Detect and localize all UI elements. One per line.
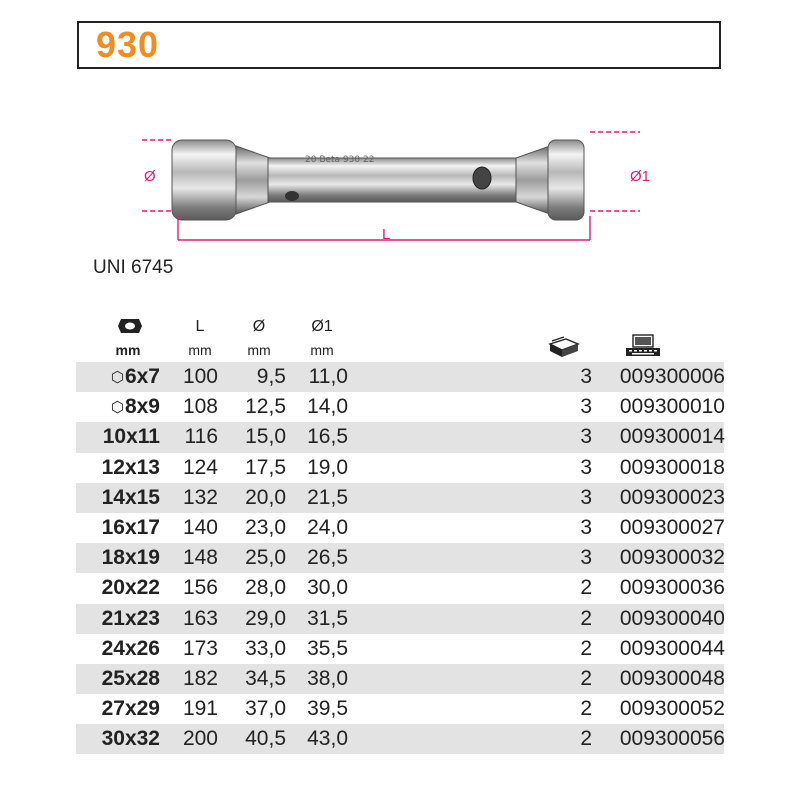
pack-qty-cell — [556, 724, 592, 754]
length-cell-text: 156 — [182, 576, 218, 600]
item-code-cell — [595, 604, 725, 634]
length-cell-text: 124 — [182, 455, 218, 479]
length-cell — [178, 573, 218, 603]
diameter1-cell — [298, 604, 348, 634]
size-cell — [76, 362, 160, 393]
diameter-cell-text: 37,0 — [245, 697, 286, 721]
table-row — [76, 724, 724, 754]
diameter-cell-text: 34,5 — [245, 666, 286, 690]
diameter1-cell-text: 38,0 — [307, 666, 348, 690]
pack-qty-cell-text: 2 — [580, 636, 592, 660]
diameter1-cell — [298, 483, 348, 513]
size-cell — [76, 422, 160, 452]
diameter-label: Ø — [144, 168, 156, 185]
pack-qty-cell — [556, 694, 592, 724]
length-header: L — [195, 318, 205, 335]
item-code-cell — [595, 634, 725, 664]
diameter-cell-text: 15,0 — [245, 425, 286, 449]
length-cell — [178, 604, 218, 634]
diameter-cell — [236, 513, 286, 543]
table-row — [76, 543, 724, 573]
table-row — [76, 664, 724, 694]
pack-qty-cell — [556, 483, 592, 513]
pack-qty-cell-text: 3 — [580, 425, 592, 449]
diameter-cell — [236, 362, 286, 392]
pack-qty-cell-text: 3 — [580, 365, 592, 388]
diameter1-cell — [298, 543, 348, 573]
diameter1-header: Ø1 — [311, 318, 333, 335]
item-code-cell — [595, 392, 725, 422]
item-code-cell — [595, 694, 725, 724]
size-cell-text: 18x19 — [101, 546, 160, 570]
item-code-cell-text: 009300027 — [619, 515, 725, 539]
item-code-cell-text: 009300044 — [619, 636, 725, 660]
diameter1-cell — [298, 724, 348, 754]
pack-qty-cell-text: 3 — [580, 395, 592, 419]
item-code-cell — [595, 724, 725, 754]
size-cell — [76, 664, 160, 694]
table-row — [76, 453, 724, 483]
diameter1-cell — [298, 392, 348, 422]
length-cell-text: 173 — [182, 636, 218, 660]
diameter-cell-text: 20,0 — [245, 485, 286, 509]
table-row — [76, 604, 724, 634]
item-code-cell-text: 009300006 — [619, 365, 725, 388]
pack-qty-cell-text: 2 — [580, 606, 592, 630]
size-cell — [76, 634, 160, 664]
diameter1-cell — [298, 634, 348, 664]
length-cell-text: 132 — [182, 485, 218, 509]
length-cell-text: 182 — [182, 666, 218, 690]
item-code-cell — [595, 543, 725, 573]
item-code-cell-text: 009300056 — [619, 727, 725, 751]
length-cell-text: 148 — [182, 546, 218, 570]
size-cell — [76, 453, 160, 483]
diameter-cell-text: 9,5 — [256, 365, 286, 388]
item-code-cell-text: 009300010 — [619, 395, 725, 419]
diameter-header: Ø — [252, 318, 266, 335]
diameter1-cell — [298, 453, 348, 483]
diameter-cell-text: 33,0 — [245, 636, 286, 660]
diameter1-cell — [298, 513, 348, 543]
table-row — [76, 422, 724, 452]
item-code-cell — [595, 513, 725, 543]
pack-qty-cell-text: 2 — [580, 697, 592, 721]
size-cell-text: 6x7 — [124, 365, 160, 388]
diameter-cell — [236, 573, 286, 603]
item-code-cell-text: 009300052 — [619, 697, 725, 721]
diameter1-cell-text: 16,5 — [307, 425, 348, 449]
diameter1-unit: mm — [310, 342, 334, 358]
item-code-cell-text: 009300040 — [619, 606, 725, 630]
diameter1-cell-text: 35,5 — [307, 636, 348, 660]
diameter-cell-text: 25,0 — [245, 546, 286, 570]
hex-outline-icon: ⬡ — [110, 399, 124, 417]
pack-qty-cell — [556, 604, 592, 634]
length-cell-text: 108 — [182, 395, 218, 419]
pack-qty-cell — [556, 573, 592, 603]
hex-nut-icon — [115, 316, 145, 341]
size-cell-text: 12x13 — [101, 455, 160, 479]
length-cell — [178, 694, 218, 724]
size-cell-text: 30x32 — [101, 727, 160, 751]
size-cell-text: 21x23 — [101, 606, 160, 630]
standard-label: UNI 6745 — [93, 257, 174, 278]
size-cell-text: 24x26 — [101, 636, 160, 660]
item-code-cell — [595, 664, 725, 694]
size-cell-text: 27x29 — [101, 697, 160, 721]
diameter-cell-text: 28,0 — [245, 576, 286, 600]
diameter-cell — [236, 483, 286, 513]
item-code-cell — [595, 362, 725, 392]
tool-diagram — [130, 118, 670, 258]
tubular-box-spanner-image — [130, 118, 670, 258]
length-cell — [178, 422, 218, 452]
length-cell-text: 163 — [182, 606, 218, 630]
length-cell — [178, 664, 218, 694]
diameter1-cell-text: 31,5 — [307, 606, 348, 630]
table-row — [76, 362, 724, 392]
size-cell-text: 14x15 — [101, 485, 160, 509]
item-code-cell-text: 009300036 — [619, 576, 725, 600]
pack-qty-cell-text: 3 — [580, 485, 592, 509]
hex-outline-icon: ⬡ — [110, 369, 124, 386]
diameter-cell — [236, 453, 286, 483]
size-cell-text: 10x11 — [102, 425, 160, 449]
diameter1-cell — [298, 422, 348, 452]
diameter-cell-text: 12,5 — [245, 395, 286, 419]
length-cell-text: 191 — [182, 697, 218, 721]
diameter1-cell — [298, 694, 348, 724]
diameter-cell-text: 29,0 — [245, 606, 286, 630]
diameter1-cell — [298, 573, 348, 603]
diameter1-cell — [298, 362, 348, 392]
pack-qty-cell — [556, 513, 592, 543]
length-unit: mm — [188, 342, 212, 358]
diameter1-cell-text: 43,0 — [307, 727, 348, 751]
diameter-cell — [236, 664, 286, 694]
pack-qty-cell-text: 2 — [580, 727, 592, 751]
size-cell-text: 8x9 — [124, 395, 160, 419]
pack-qty-cell — [556, 362, 592, 392]
package-box-icon — [548, 336, 580, 363]
size-cell — [76, 392, 160, 423]
length-cell — [178, 513, 218, 543]
diameter1-label: Ø1 — [630, 168, 651, 185]
diameter-cell — [236, 604, 286, 634]
length-cell — [178, 483, 218, 513]
diameter-cell — [236, 694, 286, 724]
pack-qty-cell-text: 3 — [580, 455, 592, 479]
diameter-cell — [236, 724, 286, 754]
length-cell-text: 116 — [184, 425, 218, 449]
diameter1-cell-text: 24,0 — [307, 515, 348, 539]
length-label: L — [382, 226, 391, 243]
table-row — [76, 392, 724, 422]
size-cell — [76, 573, 160, 603]
diameter1-cell-text: 11,0 — [308, 365, 348, 388]
engraving-text: 20 Beta 930 22 — [305, 155, 375, 165]
length-cell — [178, 543, 218, 573]
pack-qty-cell — [556, 664, 592, 694]
pack-qty-cell-text: 2 — [580, 576, 592, 600]
diameter-cell — [236, 634, 286, 664]
pack-qty-cell-text: 2 — [580, 666, 592, 690]
size-cell — [76, 543, 160, 573]
pack-qty-cell — [556, 422, 592, 452]
size-cell — [76, 513, 160, 543]
item-code-cell — [595, 483, 725, 513]
diameter1-cell — [298, 664, 348, 694]
diameter-cell — [236, 543, 286, 573]
table-row — [76, 694, 724, 724]
size-cell — [76, 604, 160, 634]
size-cell — [76, 694, 160, 724]
pack-qty-cell-text: 3 — [580, 515, 592, 539]
diameter1-cell-text: 14,0 — [307, 395, 348, 419]
table-row — [76, 513, 724, 543]
size-unit: mm — [115, 342, 141, 358]
item-code-cell-text: 009300023 — [619, 485, 725, 509]
item-code-cell-text: 009300018 — [619, 455, 725, 479]
table-row — [76, 634, 724, 664]
diameter1-cell-text: 30,0 — [307, 576, 348, 600]
size-cell-text: 20x22 — [101, 576, 160, 600]
length-cell-text: 100 — [182, 365, 218, 388]
length-cell — [178, 392, 218, 422]
table-row — [76, 483, 724, 513]
item-code-cell — [595, 453, 725, 483]
size-cell-text: 25x28 — [101, 666, 160, 690]
length-cell — [178, 724, 218, 754]
product-number: 930 — [96, 24, 160, 65]
item-code-cell-text: 009300032 — [619, 546, 725, 570]
length-cell — [178, 634, 218, 664]
diameter-cell-text: 40,5 — [245, 727, 286, 751]
pack-qty-cell — [556, 392, 592, 422]
size-cell — [76, 483, 160, 513]
pack-qty-cell — [556, 634, 592, 664]
item-code-cell-text: 009300014 — [619, 425, 725, 449]
pack-qty-cell-text: 3 — [580, 546, 592, 570]
title-box — [77, 21, 721, 69]
diameter-cell — [236, 422, 286, 452]
length-cell — [178, 362, 218, 392]
length-cell — [178, 453, 218, 483]
computer-terminal-icon — [624, 334, 662, 363]
diameter-cell-text: 17,5 — [245, 455, 286, 479]
length-cell-text: 200 — [182, 727, 218, 751]
diameter1-cell-text: 19,0 — [307, 455, 348, 479]
diameter1-cell-text: 26,5 — [307, 546, 348, 570]
table-row — [76, 573, 724, 603]
length-cell-text: 140 — [182, 515, 218, 539]
diameter1-cell-text: 39,5 — [307, 697, 348, 721]
item-code-cell — [595, 573, 725, 603]
diameter-cell-text: 23,0 — [245, 515, 286, 539]
diameter1-cell-text: 21,5 — [307, 485, 348, 509]
spec-table — [76, 362, 724, 754]
size-cell-text: 16x17 — [101, 515, 160, 539]
diameter-cell — [236, 392, 286, 422]
item-code-cell — [595, 422, 725, 452]
diameter-unit: mm — [247, 342, 271, 358]
pack-qty-cell — [556, 543, 592, 573]
size-cell — [76, 724, 160, 754]
pack-qty-cell — [556, 453, 592, 483]
item-code-cell-text: 009300048 — [619, 666, 725, 690]
